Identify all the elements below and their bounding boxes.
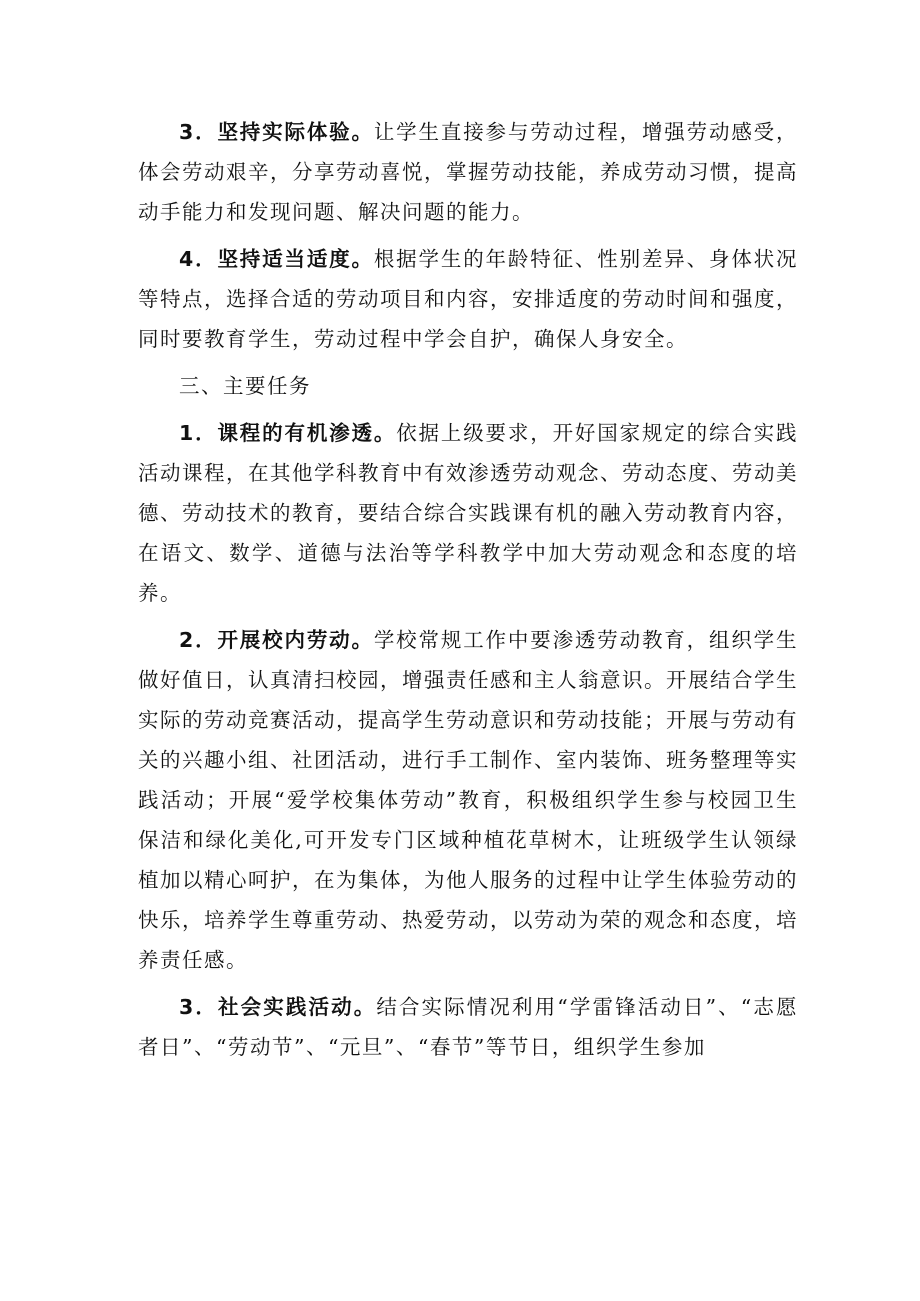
paragraph-text: 根据学生的年龄特征、性别差异、身体状况等特点，选择合适的劳动项目和内容，安排适度的劳动时间和强度，同时要教育学生，劳动过程中学会自护，确保人身安全。 bbox=[138, 247, 798, 351]
paragraph-lead: 3．社会实践活动。 bbox=[179, 995, 377, 1019]
principle-paragraph-4 bbox=[138, 239, 798, 359]
paragraph-lead: 1．课程的有机渗透。 bbox=[179, 421, 397, 445]
paragraph-text: 学校常规工作中要渗透劳动教育，组织学生做好值日，认真清扫校园，增强责任感和主人翁意识。开展结合学生实际的劳动竞赛活动，提高学生劳动意识和劳动技能；开展与劳动有关的兴趣小组、社团活动，进行手工制作、室内装饰、班务整理等实践活动；开展“爱学校集体劳动”教育，积极组织学生参与校园卫生保洁和绿化美化,可开发专门区域种植花草树木，让班级学生认领绿植加以精心呵护，在为集体，为他人服务的过程中让学生体验劳动的快乐，培养学生尊重劳动、热爱劳动，以劳动为荣的观念和态度，培养责任感。 bbox=[138, 628, 798, 972]
task-paragraph-3 bbox=[138, 987, 798, 1067]
paragraph-text: 让学生直接参与劳动过程，增强劳动感受，体会劳动艰辛，分享劳动喜悦，掌握劳动技能，养成劳动习惯，提高动手能力和发现问题、解决问题的能力。 bbox=[138, 120, 798, 224]
section-heading: 三、主要任务 bbox=[179, 374, 311, 398]
task-paragraph-1 bbox=[138, 413, 798, 613]
task-paragraph-2 bbox=[138, 620, 798, 980]
paragraph-text: 依据上级要求，开好国家规定的综合实践活动课程，在其他学科教育中有效渗透劳动观念、劳动态度、劳动美德、劳动技术的教育，要结合综合实践课有机的融入劳动教育内容，在语文、数学、道德与法治等学科教学中加大劳动观念和态度的培养。 bbox=[138, 421, 799, 605]
paragraph-lead: 3．坚持实际体验。 bbox=[179, 120, 374, 144]
paragraph-text: 结合实际情况利用“学雷锋活动日”、“志愿者日”、“劳动节”、“元旦”、“春节”等节日，组织学生参加 bbox=[138, 995, 798, 1059]
document-body bbox=[138, 112, 798, 1074]
paragraph-lead: 4．坚持适当适度。 bbox=[179, 247, 374, 271]
principle-paragraph-3 bbox=[138, 112, 798, 232]
paragraph-lead: 2．开展校内劳动。 bbox=[179, 628, 374, 652]
